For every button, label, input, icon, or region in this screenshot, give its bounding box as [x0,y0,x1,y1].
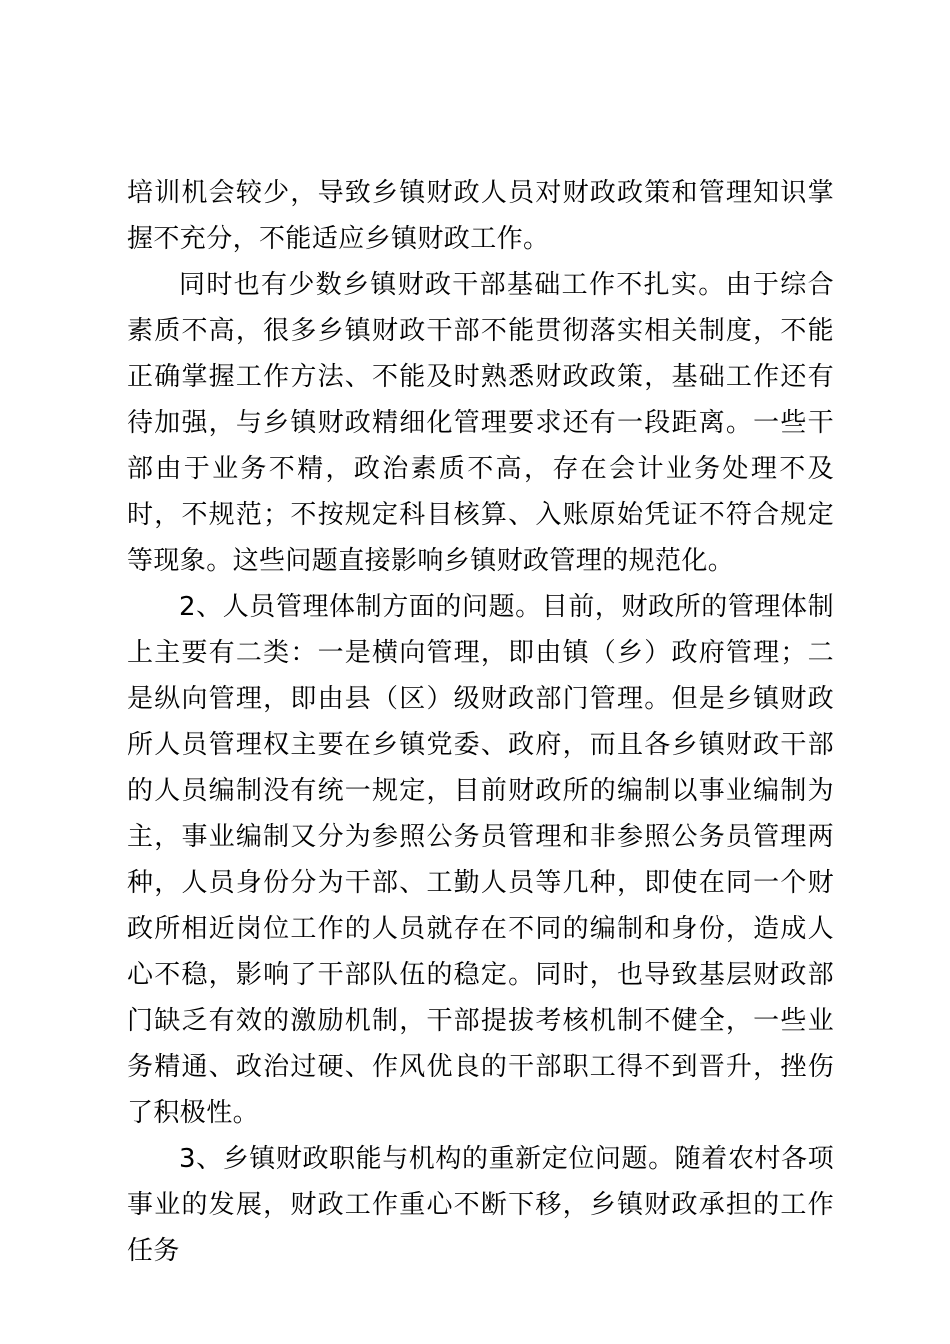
paragraph-personnel-management: 2、人员管理体制方面的问题。目前，财政所的管理体制上主要有二类：一是横向管理，即由镇（乡）政府管理；二是纵向管理，即由县（区）级财政部门管理。但是乡镇财政所人员管理权主要在乡镇党委、政府，而且各乡镇财政干部的人员编制没有统一规定，目前财政所的编制以事业编制为主，事业编制又分为参照公务员管理和非参照公务员管理两种，人员身份分为干部、工勤人员等几种，即使在同一个财政所相近岗位工作的人员就存在不同的编制和身份，造成人心不稳，影响了干部队伍的稳定。同时，也导致基层财政部门缺乏有效的激励机制，干部提拔考核机制不健全，一些业务精通、政治过硬、作风优良的干部职工得不到晋升，挫伤了积极性。 [127,592,834,1128]
paragraph-function-repositioning: 3、乡镇财政职能与机构的重新定位问题。随着农村各项事业的发展，财政工作重心不断下移，乡镇财政承担的工作任务 [127,1144,834,1266]
document-body [127,170,834,1274]
paragraph-basic-work: 同时也有少数乡镇财政干部基础工作不扎实。由于综合素质不高，很多乡镇财政干部不能贯彻落实相关制度，不能正确掌握工作方法、不能及时熟悉财政政策，基础工作还有待加强，与乡镇财政精细化管理要求还有一段距离。一些干部由于业务不精，政治素质不高，存在会计业务处理不及时，不规范；不按规定科目核算、入账原始凭证不符合规定等现象。这些问题直接影响乡镇财政管理的规范化。 [127,270,834,576]
paragraph-continued: 培训机会较少，导致乡镇财政人员对财政政策和管理知识掌握不充分，不能适应乡镇财政工作。 [127,178,834,254]
